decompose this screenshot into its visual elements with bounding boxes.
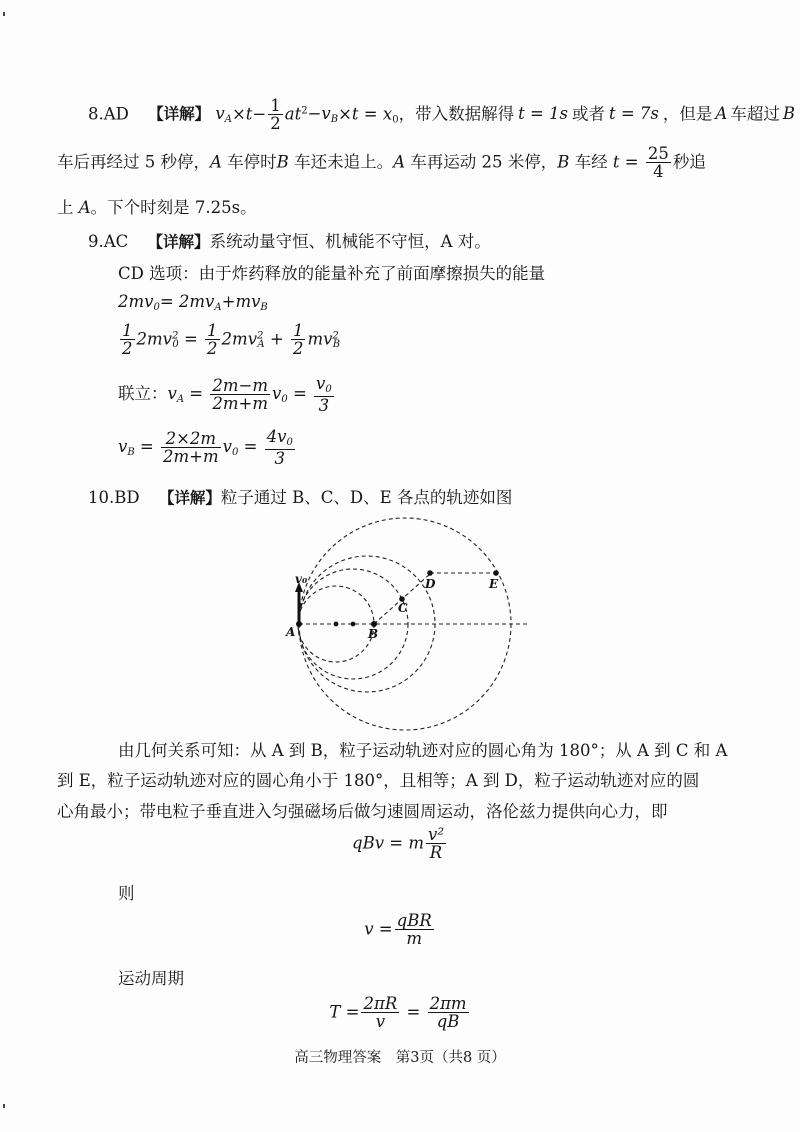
scan-mark bbox=[3, 12, 5, 16]
label-a: A bbox=[286, 625, 296, 639]
q8-text-b: ，但是 bbox=[662, 104, 713, 124]
label-v0: v₀ bbox=[295, 572, 308, 586]
q10-eq-lorentz: qBv = m $\frac{\text{v²}}{R}$ bbox=[352, 825, 444, 863]
q8-line2-e: 车经 bbox=[574, 152, 608, 172]
q8-line2-d: 车再运动 25 米停， bbox=[410, 152, 558, 172]
q8-eq-part2: at bbox=[284, 104, 302, 124]
q8-t7: t = 7s bbox=[608, 104, 659, 124]
q9-eq-va: 联立：$v_A$ = $\frac{2m-m}{2m+m}$ $v_0$ = $\frac{v_0}{3}$ bbox=[118, 374, 332, 415]
q8-line1: 8.AD 【详解】 $v_A\times t-$ $\frac{1}{2}$ $at^2-v_B\times t = x_0$，带入数据解得 t = 1s 或者 t = 7s ，但是 A 车超过 B bbox=[88, 96, 795, 134]
q10-para-line2: 到 E，粒子运动轨迹对应的圆心角小于 180°，且相等；A 到 D，粒子运动轨迹对应的圆 bbox=[57, 771, 700, 790]
q9-eq-energy: $\frac{1}{2}$ $2mv^2_0$ = $\frac{1}{2}$ $2mv^2_A$ + $\frac{1}{2}$ $mv^2_B$ bbox=[122, 321, 341, 359]
q10-para-line1: 由几何关系可知：从 A 到 B，粒子运动轨迹对应的圆心角为 180°；从 A 到 C 和 A bbox=[118, 741, 728, 760]
q10-number: 10.BD bbox=[88, 488, 140, 507]
q10-zhouqi: 运动周期 bbox=[118, 969, 184, 988]
q8-line2-a: 车后再经过 5 秒停， bbox=[57, 152, 210, 172]
q10-para-line3: 心角最小；带电粒子垂直进入匀强磁场后做匀速圆周运动，洛伦兹力提供向心力，即 bbox=[57, 802, 668, 821]
q8-line2-b: 车停时 bbox=[227, 152, 277, 172]
q8-half-frac: $\frac{1}{2}$ bbox=[270, 96, 281, 134]
q8-time-frac: $\frac{25}{4}$ bbox=[647, 144, 669, 182]
q9-number: 9.AC bbox=[88, 232, 129, 251]
q8-eq-part3: ×t = x bbox=[338, 104, 393, 124]
page-footer: 高三物理答案 第3页（共8 页） bbox=[294, 1050, 506, 1066]
q10-ze: 则 bbox=[118, 884, 135, 903]
q8-line2-c: 车还未追上。 bbox=[294, 152, 394, 172]
label-d: D bbox=[425, 577, 436, 591]
q8-eq-part1: ×t− bbox=[231, 104, 267, 124]
point-a bbox=[296, 621, 302, 627]
label-c: C bbox=[398, 601, 408, 615]
q9-lianli: 联立： bbox=[118, 383, 168, 403]
q8-line2-f: 秒追 bbox=[672, 152, 706, 172]
q8-text-a: ，带入数据解得 bbox=[398, 104, 515, 124]
label-b: B bbox=[368, 627, 379, 641]
q8-text-c: 车超过 bbox=[730, 104, 780, 124]
q9-eq-vb: $v_B$ = $\frac{2\times 2m}{2m+m}$ $v_0$ = $\frac{4v_0}{3}$ bbox=[118, 427, 293, 468]
q8-line3: 上 A。下个时刻是 7.25s。 bbox=[57, 198, 257, 217]
q10-detail-tag: 【详解】 bbox=[158, 489, 221, 507]
q9-cd-line: CD 选项：由于炸药释放的能量补充了前面摩擦损失的能量 bbox=[118, 264, 546, 283]
q9-eq-momentum: $2mv_0= 2mv_A+mv_B$ bbox=[118, 292, 268, 313]
label-e: E bbox=[489, 577, 499, 591]
point-e bbox=[493, 570, 499, 576]
q8-t1: t = 1s bbox=[518, 104, 568, 124]
q10-text: 粒子通过 B、C、D、E 各点的轨迹如图 bbox=[220, 488, 513, 507]
q8-number: 8.AD bbox=[88, 104, 129, 124]
point-d bbox=[427, 570, 433, 576]
q10-eq-velocity: v = $\frac{\text{qBR}}{m}$ bbox=[364, 911, 432, 949]
q8-line2: 车后再经过 5 秒停，A 车停时B 车还未追上。A 车再运动 25 米停，B 车经 t = $\frac{25}{4}$ 秒追 bbox=[57, 144, 706, 182]
q8-line3-a: 上 bbox=[57, 198, 74, 217]
center-dot-1 bbox=[334, 622, 339, 627]
q9-detail-tag: 【详解】 bbox=[147, 233, 210, 251]
center-dot-2 bbox=[351, 622, 356, 627]
q8-line3-b: 。下个时刻是 7.25s。 bbox=[90, 198, 257, 217]
scan-mark bbox=[3, 1104, 5, 1108]
q10-eq-period: T = $\frac{2\pi R}{v}$ = $\frac{2\pi m}{qB}$ bbox=[329, 994, 467, 1032]
q8-or: 或者 bbox=[571, 104, 605, 124]
q9-text: 系统动量守恒、机械能不守恒，A 对。 bbox=[209, 232, 491, 251]
q8-detail-tag: 【详解】 bbox=[148, 105, 211, 124]
